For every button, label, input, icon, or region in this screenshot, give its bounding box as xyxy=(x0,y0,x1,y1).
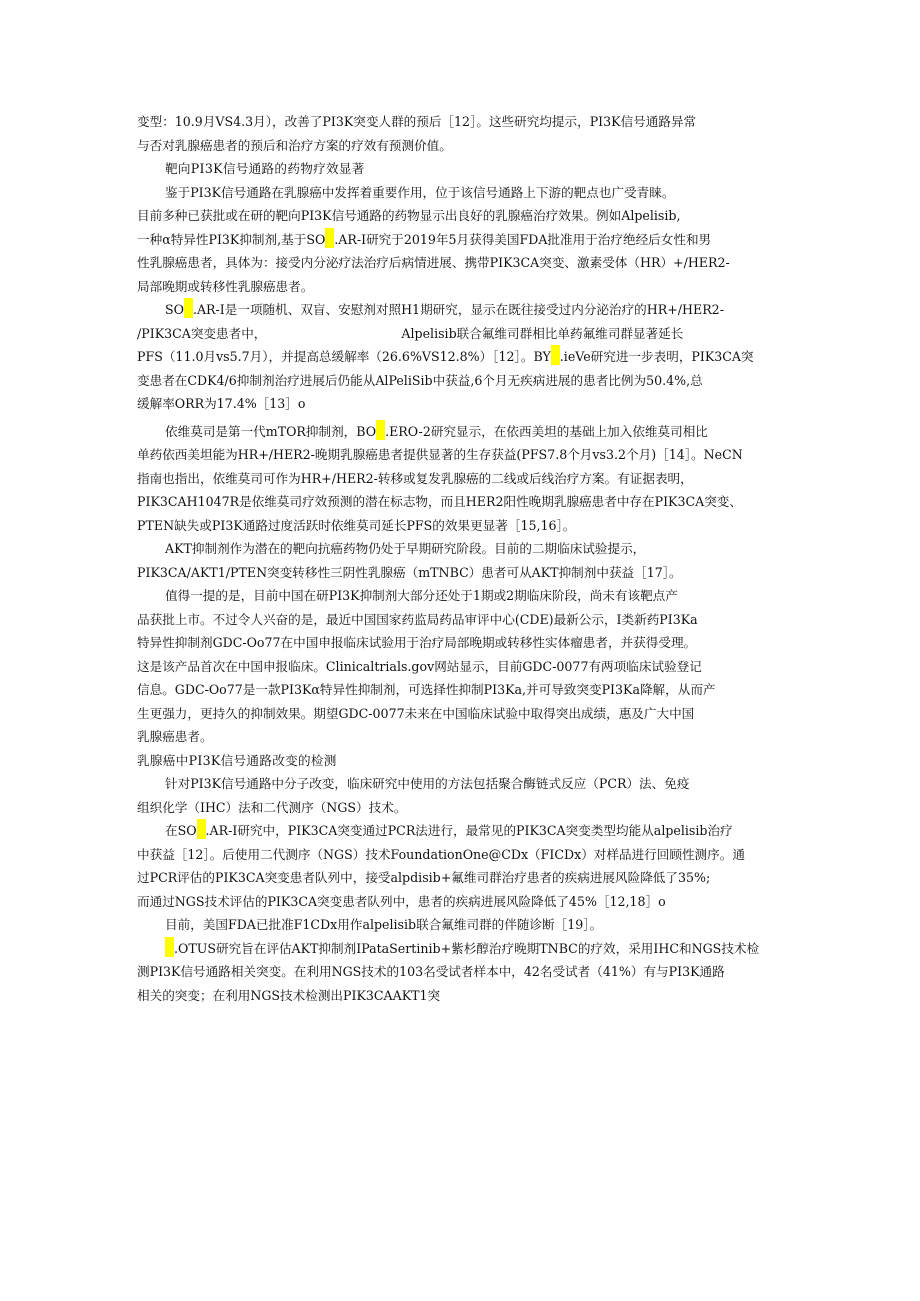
paragraph-line: 缓解率ORR为17.4%［13］o xyxy=(137,396,306,411)
text-run: .AR-I是一项随机、双盲、安慰剂对照H1期研究，显示在既往接受过内分泌治疗的HR+/HER2- xyxy=(192,302,724,317)
paragraph-line xyxy=(137,345,787,369)
text-run: 一种α特异性PI3K抑制剂,基于SO xyxy=(137,231,326,247)
paragraph-line: 乳腺癌患者。 xyxy=(137,729,213,744)
highlight-mark xyxy=(184,298,193,318)
text-run: PFS（11.0月vs5.7月），并提高总缓解率（26.6%VS12.8%）［12］。BY xyxy=(137,349,551,364)
paragraph-line: 组织化学（IHC）法和二代测序（NGS）技术。 xyxy=(137,799,407,815)
paragraph-line: 指南也指出，依维莫司可作为HR+/HER2-转移或复发乳腺癌的二线或后线治疗方案。有证据表明， xyxy=(137,470,693,486)
paragraph-line: 目前，美国FDA已批准F1CDx用作alpelisib联合氟维司群的伴随诊断［19］。 xyxy=(165,917,603,932)
highlight-mark xyxy=(551,345,560,365)
highlight-mark xyxy=(197,819,206,839)
paragraph-line: 性乳腺癌患者，具体为：接受内分泌疗法治疗后病情进展、携带PIK3CA突变、激素受体（HR）+/HER2- xyxy=(137,255,730,270)
paragraph-line: 鉴于PI3K信号通路在乳腺癌中发挥着重要作用，位于该信号通路上下游的靶点也广受青睐。 xyxy=(165,184,675,200)
text-run: .ieVe研究进一步表明，PIK3CA突 xyxy=(559,349,754,364)
paragraph-line: 而通过NGS技术评估的PIK3CA突变患者队列中，患者的疾病进展风险降低了45%［12,18］o xyxy=(137,893,666,909)
paragraph-line: 值得一提的是，目前中国在研PI3K抑制剂大部分还处于1期或2期临床阶段，尚未有该靶点产 xyxy=(165,588,678,603)
highlight-mark xyxy=(376,420,385,440)
paragraph-line: 中获益［12］。后使用二代测序（NGS）技术FoundationOne@CDx（FICDx）对样品进行回顾性测序。通 xyxy=(137,846,745,862)
text-run: Alpelisib联合氟维司群相比单药氟维司群显著延长 xyxy=(401,325,684,341)
paragraph-line xyxy=(137,322,787,346)
paragraph-line: 变型：10.9月VS4.3月），改善了PI3K突变人群的预后［12］。这些研究均提示，PI3K信号通路异常 xyxy=(137,114,697,129)
paragraph-line: 针对PI3K信号通路中分子改变，临床研究中使用的方法包括聚合酶链式反应（PCR）法、免疫 xyxy=(165,776,690,791)
paragraph-line: PIK3CA/AKT1/PTEN突变转移性三阴性乳腺癌（mTNBC）患者可从AKT抑制剂中获益［17］。 xyxy=(137,564,682,580)
paragraph-line xyxy=(137,298,787,322)
paragraph-line: 过PCR评估的PIK3CA突变患者队列中，接受alpdisib+氟维司群治疗患者的疾病进展风险降低了35%; xyxy=(137,870,711,885)
paragraph-line: 与否对乳腺癌患者的预后和治疗方案的疗效有预测价值。 xyxy=(137,137,452,153)
paragraph-line: 目前多种已获批或在研的靶向PI3K信号通路的药物显示出良好的乳腺癌治疗效果。例如Alpelisib, xyxy=(137,208,681,223)
paragraph-line: PTEN缺失或PI3K通路过度活跃时依维莫司延长PFS的效果更显著［15,16］。 xyxy=(137,517,576,533)
paragraph-line xyxy=(137,420,787,444)
text-run: /PIK3CA突变患者中， xyxy=(137,325,267,341)
paragraph-line xyxy=(137,228,787,252)
text-run: .AR-I研究中，PIK3CA突变通过PCR法进行，最常见的PIK3CA突变类型均能从alpelisib治疗 xyxy=(205,823,733,838)
paragraph-line: AKT抑制剂作为潜在的靶向抗癌药物仍处于早期研究阶段。目前的二期临床试验提示， xyxy=(165,541,646,556)
text-run: 依维莫司是第一代mTOR抑制剂，BO xyxy=(165,423,377,439)
paragraph-line: 测PI3K信号通路相关突变。在利用NGS技术的103名受试者样本中，42名受试者（41%）有与PI3K通路 xyxy=(137,964,725,979)
highlight-mark xyxy=(325,228,334,248)
paragraph-line: 品获批上市。不过令人兴奋的是，最近中国国家药监局药品审评中心(CDE)最新公示，I类新药PI3Ka xyxy=(137,611,698,627)
paragraph-line xyxy=(137,937,787,961)
text-run: .OTUS研究旨在评估AKT抑制剂IPataSertinib+紫杉醇治疗晚期TNBC的疗效，采用IHC和NGS技术检 xyxy=(174,940,760,956)
text-run: .AR-I研究于2019年5月获得美国FDA批准用于治疗绝经后女性和男 xyxy=(334,231,712,247)
paragraph-line xyxy=(137,819,787,843)
highlight-mark xyxy=(165,937,174,957)
text-run: SO xyxy=(165,302,184,317)
paragraph-line: 这是该产品首次在中国申报临床。Clinicaltrials.gov网站显示，目前GDC-0077有两项临床试验登记 xyxy=(137,658,702,674)
paragraph-line: 信息。GDC-Oo77是一款PI3Kα特异性抑制剂，可选择性抑制PI3Ka,并可导致突变PI3Ka降解，从而产 xyxy=(137,682,716,697)
document-body xyxy=(137,110,787,1007)
section-heading: 靶向PI3K信号通路的药物疗效显著 xyxy=(165,161,365,176)
paragraph-line: 局部晚期或转移性乳腺癌患者。 xyxy=(137,278,314,294)
paragraph-line: PIK3CAH1047R是依维莫司疗效预测的潜在标志物，而且HER2阳性晚期乳腺癌患者中存在PIK3CA突变、 xyxy=(137,494,742,509)
text-run: .ERO-2研究显示，在依西美坦的基础上加入依维莫司相比 xyxy=(385,423,708,439)
paragraph-line: 单药依西美坦能为HR+/HER2-晚期乳腺癌患者提供显著的生存获益(PFS7.8个月vs3.2个月)［14］。NeCN xyxy=(137,447,743,462)
paragraph-line: 特异性抑制剂GDC-Oo77在中国申报临床试验用于治疗局部晚期或转移性实体瘤患者，并获得受理。 xyxy=(137,635,697,650)
text-run: 在SO xyxy=(165,823,197,838)
paragraph-line: 生更强力，更持久的抑制效果。期望GDC-0077未来在中国临床试验中取得突出成绩，惠及广大中国 xyxy=(137,705,695,721)
section-heading: 乳腺癌中PI3K信号通路改变的检测 xyxy=(137,752,337,768)
paragraph-line: 相关的突变；在利用NGS技术检测出PIK3CAAKT1突 xyxy=(137,987,441,1003)
paragraph-line: 变患者在CDK4/6抑制剂治疗进展后仍能从AlPeliSib中获益,6个月无疾病进展的患者比例为50.4%,总 xyxy=(137,372,703,388)
